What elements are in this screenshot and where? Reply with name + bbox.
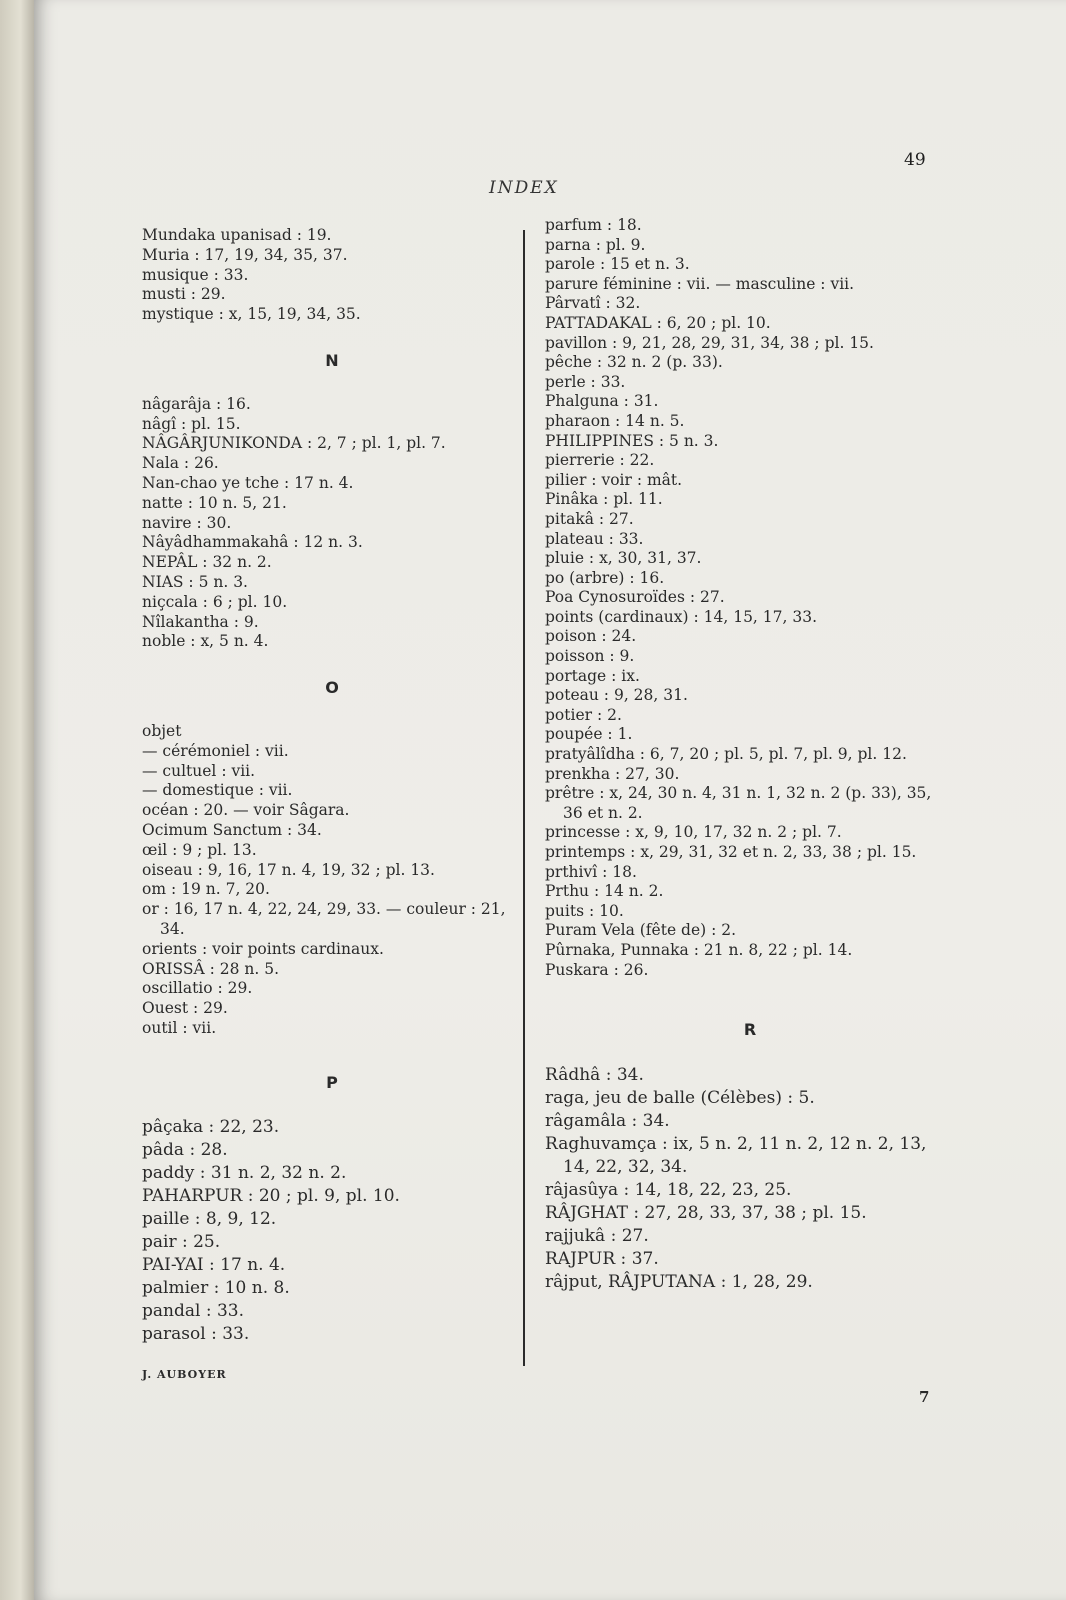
index-entry: parole : 15 et n. 3. (545, 255, 690, 274)
index-entry: printemps : x, 29, 31, 32 et n. 2, 33, 38 ; pl. 15. (545, 843, 917, 861)
sheet-mark: 7 (919, 1388, 930, 1406)
index-entry: Poa Cynosuroïdes : 27. (545, 588, 725, 607)
index-entry: rajjukâ : 27. (545, 1225, 649, 1246)
index-entry: objet (142, 721, 182, 740)
index-entry: perle : 33. (545, 372, 626, 391)
index-entry: pharaon : 14 n. 5. (545, 411, 685, 430)
index-entry: NÂGÂRJUNIKONDA : 2, 7 ; pl. 1, pl. 7. (142, 434, 446, 453)
index-entry: PAI-YAI : 17 n. 4. (142, 1255, 286, 1276)
index-entry: pitakâ : 27. (545, 509, 634, 528)
index-entry: râgamâla : 34. (545, 1110, 670, 1131)
index-entry: points (cardinaux) : 14, 15, 17, 33. (545, 607, 818, 626)
right-column (545, 216, 955, 1294)
index-entry: PATTADAKAL : 6, 20 ; pl. 10. (545, 313, 771, 332)
index-entry: Pârvatî : 32. (545, 294, 641, 313)
index-entry: PHILIPPINES : 5 n. 3. (545, 431, 719, 450)
index-entry: Muria : 17, 19, 34, 35, 37. (142, 245, 348, 264)
index-entry: PAHARPUR : 20 ; pl. 9, pl. 10. (142, 1186, 400, 1207)
index-entry: nâgî : pl. 15. (142, 414, 241, 433)
entries-r (545, 1064, 955, 1294)
index-entry: RÂJGHAT : 27, 28, 33, 37, 38 ; pl. 15. (545, 1202, 867, 1223)
column-divider (523, 230, 525, 1366)
index-entry: pilier : voir : mât. (545, 470, 683, 489)
index-entry: poison : 24. (545, 627, 637, 646)
adjacent-page-edge (0, 0, 34, 1600)
index-entry: musti : 29. (142, 285, 226, 304)
index-entry: pavillon : 9, 21, 28, 29, 31, 34, 38 ; pl. 15. (545, 333, 874, 352)
index-entry: Pinâka : pl. 11. (545, 490, 663, 509)
printer-signature: J. AUBOYER (142, 1368, 227, 1381)
index-entry: raga, jeu de balle (Célèbes) : 5. (545, 1087, 815, 1108)
index-entry: orients : voir points cardinaux. (142, 939, 384, 958)
index-entry: Nîlakantha : 9. (142, 612, 259, 631)
index-entry: paddy : 31 n. 2, 32 n. 2. (142, 1163, 347, 1184)
index-entry: natte : 10 n. 5, 21. (142, 493, 287, 512)
index-entry: Nala : 26. (142, 454, 219, 473)
index-entry: noble : x, 5 n. 4. (142, 632, 269, 651)
index-entry: nâgarâja : 16. (142, 394, 251, 413)
section-letter-r: R (743, 1020, 757, 1040)
index-entry: parasol : 33. (142, 1324, 250, 1345)
section-letter-n: N (325, 350, 339, 370)
index-entry: pêche : 32 n. 2 (p. 33). (545, 353, 723, 372)
index-entry: pâda : 28. (142, 1140, 228, 1161)
index-entry: poteau : 9, 28, 31. (545, 686, 688, 705)
index-entry: plateau : 33. (545, 529, 644, 548)
index-entry: pair : 25. (142, 1232, 221, 1253)
index-entry: prthivî : 18. (545, 862, 637, 881)
index-entry: Mundaka upanisad : 19. (142, 226, 332, 244)
index-entry: Nâyâdhammakahâ : 12 n. 3. (142, 533, 363, 552)
index-entry: ORISSÂ : 28 n. 5. (142, 959, 280, 978)
page-number: 49 (904, 150, 926, 170)
index-entry: pratyâlîdha : 6, 7, 20 ; pl. 5, pl. 7, pl. 9, pl. 12. (545, 745, 907, 764)
index-entry: Ouest : 29. (142, 999, 228, 1018)
entries-p-continued (545, 216, 955, 980)
book-page (34, 0, 1066, 1600)
index-entry: râjasûya : 14, 18, 22, 23, 25. (545, 1179, 792, 1200)
entries-m-tail (142, 226, 522, 325)
index-entry: palmier : 10 n. 8. (142, 1278, 290, 1299)
running-head: INDEX (489, 178, 559, 198)
index-entry: Puskara : 26. (545, 960, 649, 979)
entries-n (142, 395, 522, 652)
entries-o (142, 722, 522, 1039)
index-entry: pandal : 33. (142, 1301, 244, 1322)
index-entry: Pûrnaka, Punnaka : 21 n. 8, 22 ; pl. 14. (545, 940, 853, 959)
index-entry: or : 16, 17 n. 4, 22, 24, 29, 33. — couleur : 21, 34. (142, 900, 506, 938)
index-entry: Râdhâ : 34. (545, 1064, 644, 1085)
section-letter-o: O (325, 678, 339, 698)
index-entry: NIAS : 5 n. 3. (142, 572, 248, 591)
index-entry: pierrerie : 22. (545, 451, 655, 470)
index-entry: oiseau : 9, 16, 17 n. 4, 19, 32 ; pl. 13. (142, 860, 435, 879)
index-entry: pâçaka : 22, 23. (142, 1117, 280, 1138)
index-entry: om : 19 n. 7, 20. (142, 880, 270, 899)
index-entry: portage : ix. (545, 666, 640, 685)
index-entry: prêtre : x, 24, 30 n. 4, 31 n. 1, 32 n. 2 (p. 33), 35, 36 et n. 2. (545, 784, 932, 822)
index-entry: musique : 33. (142, 265, 249, 284)
index-entry: oscillatio : 29. (142, 979, 253, 998)
index-entry: parfum : 18. (545, 216, 642, 234)
index-entry: œil : 9 ; pl. 13. (142, 840, 257, 859)
index-entry: poisson : 9. (545, 647, 635, 666)
index-entry: — domestique : vii. (142, 781, 293, 800)
index-entry: RAJPUR : 37. (545, 1248, 659, 1269)
index-entry: potier : 2. (545, 705, 622, 724)
index-entry: po (arbre) : 16. (545, 568, 665, 587)
index-entry: Prthu : 14 n. 2. (545, 882, 664, 901)
left-column (142, 226, 522, 1346)
index-entry: Raghuvamça : ix, 5 n. 2, 11 n. 2, 12 n. 2, 13, 14, 22, 32, 34. (545, 1133, 927, 1177)
index-entry: râjput, RÂJPUTANA : 1, 28, 29. (545, 1271, 813, 1292)
entries-p (142, 1116, 522, 1346)
index-entry: paille : 8, 9, 12. (142, 1209, 277, 1230)
index-entry: niçcala : 6 ; pl. 10. (142, 592, 288, 611)
index-entry: pluie : x, 30, 31, 37. (545, 549, 702, 568)
index-entry: mystique : x, 15, 19, 34, 35. (142, 305, 361, 324)
index-entry: parna : pl. 9. (545, 235, 646, 254)
section-letter-p: P (326, 1072, 338, 1092)
index-entry: — cérémoniel : vii. (142, 741, 289, 760)
index-entry: Puram Vela (fête de) : 2. (545, 921, 737, 940)
index-entry: Nan-chao ye tche : 17 n. 4. (142, 473, 354, 492)
index-entry: — cultuel : vii. (142, 761, 256, 780)
index-entry: navire : 30. (142, 513, 232, 532)
index-entry: parure féminine : vii. — masculine : vii. (545, 274, 855, 293)
index-entry: puits : 10. (545, 901, 624, 920)
index-entry: poupée : 1. (545, 725, 633, 744)
index-entry: Ocimum Sanctum : 34. (142, 820, 322, 839)
index-entry: Phalguna : 31. (545, 392, 659, 411)
index-entry: NEPÂL : 32 n. 2. (142, 553, 272, 572)
index-entry: outil : vii. (142, 1018, 217, 1037)
index-entry: princesse : x, 9, 10, 17, 32 n. 2 ; pl. 7. (545, 823, 842, 842)
index-entry: prenkha : 27, 30. (545, 764, 680, 783)
index-entry: océan : 20. — voir Sâgara. (142, 801, 350, 820)
